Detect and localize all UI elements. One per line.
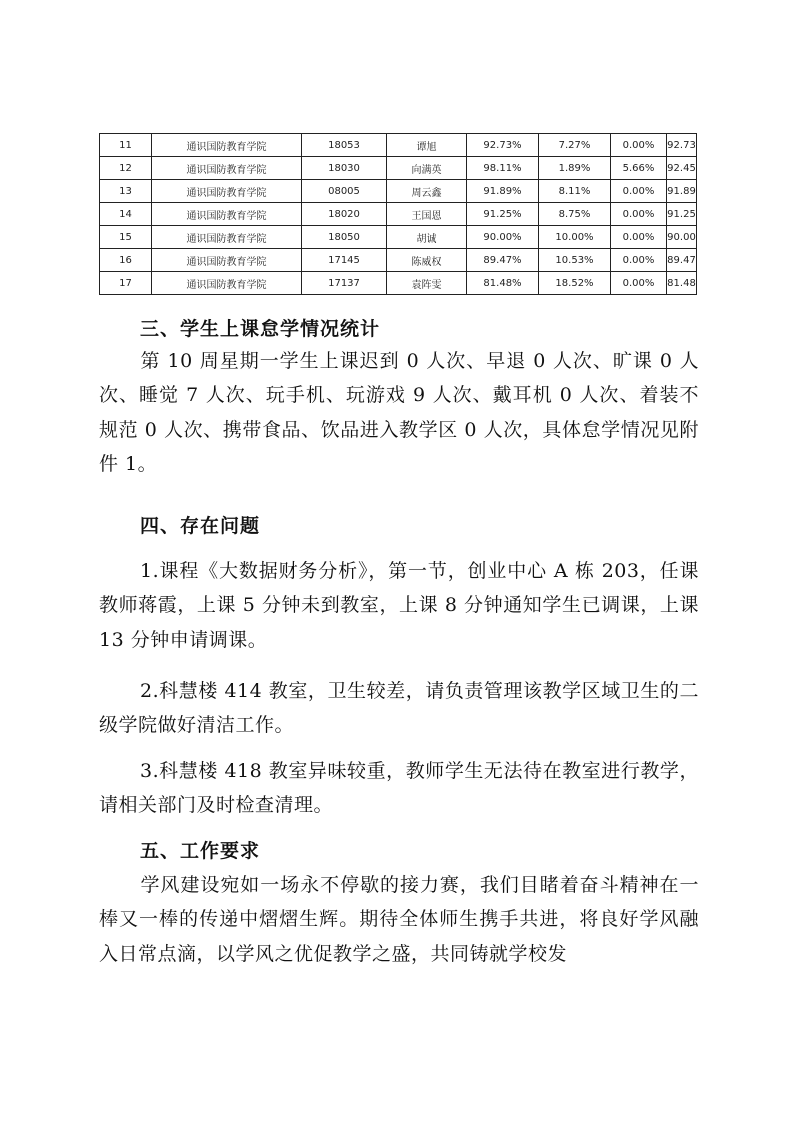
- section-3-text: 第 10 周星期一学生上课迟到 0 人次、早退 0 人次、旷课 0 人次、睡觉 7 人次、玩手机、玩游戏 9 人次、戴耳机 0 人次、着装不规范 0 人次、携带食品、饮品进入教学区 0 人次，具体怠学情况见附件 1。: [99, 350, 699, 476]
- table-cell: 92.73%: [467, 134, 539, 157]
- table-cell: 81.48: [667, 272, 697, 295]
- issue-item-3-text: 3.科慧楼 418 教室异味较重，教师学生无法待在教室进行教学，请相关部门及时检查清理。: [99, 760, 699, 817]
- issue-item-3: [99, 754, 699, 823]
- table-cell: 13: [100, 180, 152, 203]
- table-cell: 11: [100, 134, 152, 157]
- table-row: [100, 249, 697, 272]
- table-cell: 16: [100, 249, 152, 272]
- table-cell: 10.00%: [539, 226, 611, 249]
- table-cell: 王国恩: [387, 203, 467, 226]
- table-cell: 0.00%: [611, 249, 667, 272]
- issue-item-1-text: 1.课程《大数据财务分析》，第一节，创业中心 A 栋 203，任课教师蒋霞，上课 5 分钟未到教室，上课 8 分钟通知学生已调课，上课 13 分钟申请调课。: [99, 560, 699, 651]
- teacher-stats-table: [99, 133, 697, 295]
- table-cell: 向满英: [387, 157, 467, 180]
- table-cell: 通识国防教育学院: [152, 226, 302, 249]
- table-cell: 89.47: [667, 249, 697, 272]
- section-4-heading: 四、存在问题: [140, 515, 261, 537]
- table-cell: 通识国防教育学院: [152, 180, 302, 203]
- issue-item-1: [99, 554, 699, 657]
- table-cell: 17: [100, 272, 152, 295]
- table-cell: 18050: [302, 226, 387, 249]
- table-cell: 91.25: [667, 203, 697, 226]
- table-cell: 90.00: [667, 226, 697, 249]
- table-cell: 周云鑫: [387, 180, 467, 203]
- table-cell: 1.89%: [539, 157, 611, 180]
- section-3-heading: 三、学生上课怠学情况统计: [140, 318, 381, 340]
- table-cell: 81.48%: [467, 272, 539, 295]
- table-cell: 18020: [302, 203, 387, 226]
- table-cell: 18.52%: [539, 272, 611, 295]
- table-row: [100, 180, 697, 203]
- table-cell: 8.11%: [539, 180, 611, 203]
- section-5-heading: 五、工作要求: [140, 840, 261, 862]
- table-cell: 98.11%: [467, 157, 539, 180]
- table-cell: 17137: [302, 272, 387, 295]
- table-cell: 5.66%: [611, 157, 667, 180]
- table-cell: 0.00%: [611, 226, 667, 249]
- section-5-text: 学风建设宛如一场永不停歇的接力赛，我们目睹着奋斗精神在一棒又一棒的传递中熠熠生辉。期待全体师生携手共进，将良好学风融入日常点滴，以学风之优促教学之盛，共同铸就学校发: [99, 874, 699, 965]
- table-cell: 通识国防教育学院: [152, 157, 302, 180]
- table-row: [100, 134, 697, 157]
- issue-item-2: [99, 674, 699, 743]
- table-cell: 91.89: [667, 180, 697, 203]
- table-cell: 8.75%: [539, 203, 611, 226]
- section-3-paragraph: [99, 344, 699, 482]
- table-cell: 92.45: [667, 157, 697, 180]
- table-cell: 91.89%: [467, 180, 539, 203]
- table-cell: 0.00%: [611, 272, 667, 295]
- table-cell: 14: [100, 203, 152, 226]
- table-cell: 通识国防教育学院: [152, 249, 302, 272]
- table-cell: 0.00%: [611, 180, 667, 203]
- table-cell: 12: [100, 157, 152, 180]
- table-cell: 90.00%: [467, 226, 539, 249]
- table-cell: 17145: [302, 249, 387, 272]
- issue-item-2-text: 2.科慧楼 414 教室，卫生较差，请负责管理该教学区域卫生的二级学院做好清洁工作。: [99, 680, 699, 737]
- table-row: [100, 272, 697, 295]
- table-cell: 通识国防教育学院: [152, 272, 302, 295]
- table-cell: 袁阵雯: [387, 272, 467, 295]
- table-cell: 10.53%: [539, 249, 611, 272]
- table-cell: 胡诚: [387, 226, 467, 249]
- table-cell: 18030: [302, 157, 387, 180]
- table-cell: 15: [100, 226, 152, 249]
- table-cell: 89.47%: [467, 249, 539, 272]
- table-cell: 通识国防教育学院: [152, 203, 302, 226]
- table-cell: 陈威权: [387, 249, 467, 272]
- table-cell: 0.00%: [611, 203, 667, 226]
- table-cell: 18053: [302, 134, 387, 157]
- table-cell: 92.73: [667, 134, 697, 157]
- table-cell: 91.25%: [467, 203, 539, 226]
- section-5-paragraph: [99, 868, 699, 971]
- table-cell: 08005: [302, 180, 387, 203]
- table-row: [100, 157, 697, 180]
- table-row: [100, 203, 697, 226]
- table-cell: 7.27%: [539, 134, 611, 157]
- table-cell: 谭旭: [387, 134, 467, 157]
- table-cell: 0.00%: [611, 134, 667, 157]
- table-cell: 通识国防教育学院: [152, 134, 302, 157]
- table-row: [100, 226, 697, 249]
